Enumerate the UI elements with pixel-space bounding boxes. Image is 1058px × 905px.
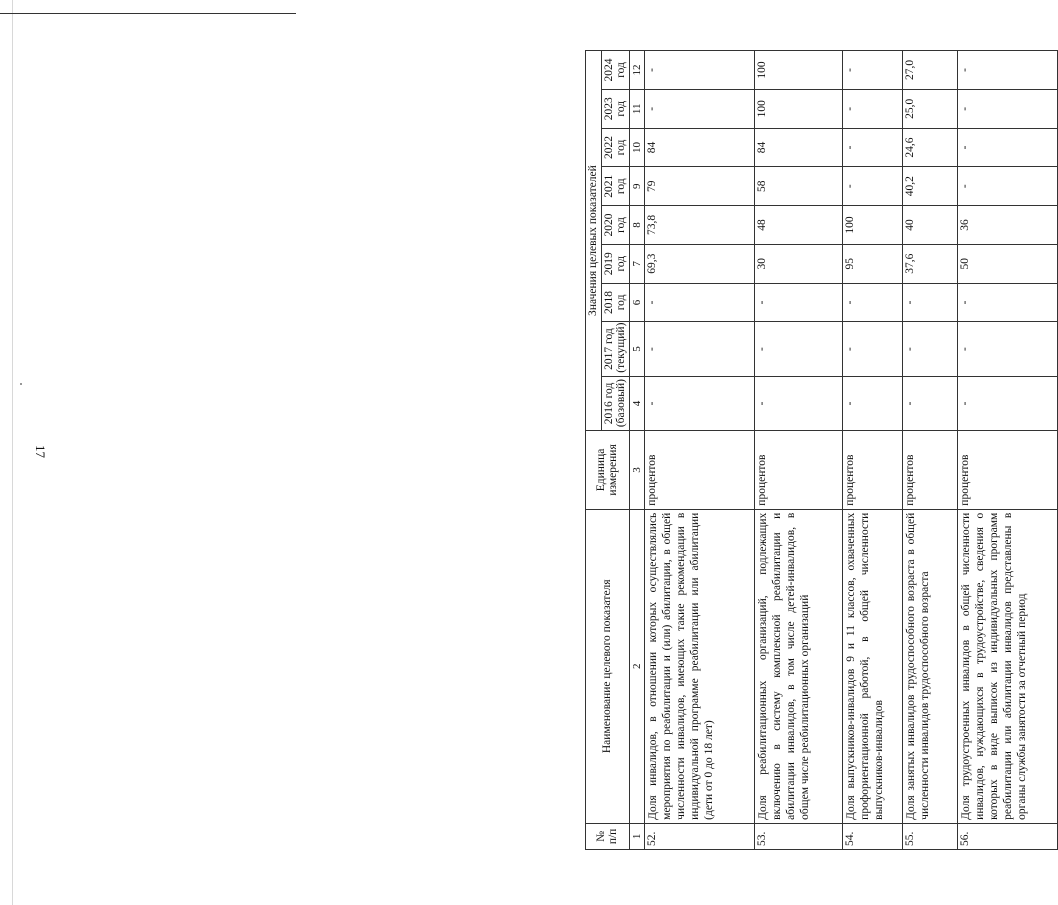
value-cell: - — [644, 283, 754, 322]
header-name: Наименование целевого показателя — [586, 509, 630, 823]
value-cell: - — [842, 322, 902, 376]
value-cell: 40,2 — [902, 167, 957, 206]
value-cell: - — [957, 89, 1057, 128]
scan-edge — [12, 0, 13, 905]
value-cell: - — [842, 128, 902, 167]
value-cell: 30 — [754, 244, 842, 283]
table-row — [842, 51, 902, 850]
value-cell: - — [644, 51, 754, 90]
value-cell: - — [842, 51, 902, 90]
value-cell: 95 — [842, 244, 902, 283]
header-year-2020: 2020 год — [601, 206, 629, 245]
indicator-name: Доля выпускников-инвалидов 9 и 11 классов, охваченных профориентационной работой, в общей численности выпускников-инвалидов — [842, 509, 902, 823]
value-cell: - — [957, 376, 1057, 430]
header-year-2019: 2019 год — [601, 244, 629, 283]
page-number: 17 — [33, 445, 48, 458]
value-cell: - — [957, 283, 1057, 322]
unit-cell: процентов — [644, 431, 754, 510]
unit-cell: процентов — [842, 431, 902, 510]
value-cell: 48 — [754, 206, 842, 245]
column-number: 3 — [629, 431, 644, 510]
header-unit: Единица измерения — [586, 431, 630, 510]
column-number: 11 — [629, 89, 644, 128]
value-cell: 84 — [754, 128, 842, 167]
column-number: 8 — [629, 206, 644, 245]
value-cell: - — [644, 376, 754, 430]
value-cell: - — [842, 167, 902, 206]
value-cell: - — [957, 322, 1057, 376]
header-year-2021: 2021 год — [601, 167, 629, 206]
unit-cell: процентов — [902, 431, 957, 510]
value-cell: 50 — [957, 244, 1057, 283]
value-cell: - — [957, 167, 1057, 206]
value-cell: 69,3 — [644, 244, 754, 283]
header-year-2023: 2023 год — [601, 89, 629, 128]
value-cell: - — [754, 283, 842, 322]
row-number: 56. — [957, 823, 1057, 849]
header-num: № п/п — [586, 823, 630, 849]
value-cell: 25,0 — [902, 89, 957, 128]
value-cell: 27,0 — [902, 51, 957, 90]
rotated-table-sheet — [585, 50, 1035, 850]
value-cell: 24,6 — [902, 128, 957, 167]
value-cell: - — [754, 322, 842, 376]
target-indicators-table — [585, 50, 1058, 850]
column-number: 4 — [629, 376, 644, 430]
value-cell: 73,8 — [644, 206, 754, 245]
value-cell: - — [644, 89, 754, 128]
header-row-1 — [586, 51, 602, 850]
table-row — [644, 51, 754, 850]
value-cell: - — [957, 51, 1057, 90]
header-year-2016: 2016 год (базовый) — [601, 376, 629, 430]
value-cell: - — [902, 376, 957, 430]
header-year-2022: 2022 год — [601, 128, 629, 167]
value-cell: 58 — [754, 167, 842, 206]
value-cell: - — [754, 376, 842, 430]
value-cell: 36 — [957, 206, 1057, 245]
indicator-name: Доля реабилитационных организаций, подлежащих включению в систему комплексной реабилитации и абилитации инвалидов, в том числе детей-инвалидов, в общем числе реабилитационных организаций — [754, 509, 842, 823]
value-cell: 37,6 — [902, 244, 957, 283]
value-cell: 40 — [902, 206, 957, 245]
value-cell: 100 — [842, 206, 902, 245]
value-cell: - — [644, 322, 754, 376]
table-row — [754, 51, 842, 850]
row-number: 52. — [644, 823, 754, 849]
indicator-name: Доля инвалидов, в отношении которых осуществлялись мероприятия по реабилитации и (или) абилитации, в общей численности инвалидов, имеющих такие рекомендации в индивидуальной программе реабилитации или абилитации (дети от 0 до 18 лет) — [644, 509, 754, 823]
row-number: 53. — [754, 823, 842, 849]
header-year-2017: 2017 год (текущий) — [601, 322, 629, 376]
column-number: 2 — [629, 509, 644, 823]
column-numbers-row — [629, 51, 644, 850]
indicator-name: Доля занятых инвалидов трудоспособного возраста в общей численности инвалидов трудоспособного возраста — [902, 509, 957, 823]
value-cell: - — [842, 283, 902, 322]
column-number: 5 — [629, 322, 644, 376]
unit-cell: процентов — [957, 431, 1057, 510]
indicator-name: Доля трудоустроенных инвалидов в общей численности инвалидов, нуждающихся в трудоустройстве, сведения о которых в виде выписок из индивидуальных программ реабилитации или абилитации инвалидов представлены в органы службы занятости за отчетный период — [957, 509, 1057, 823]
unit-cell: процентов — [754, 431, 842, 510]
scan-speck — [20, 383, 22, 385]
column-number: 6 — [629, 283, 644, 322]
header-year-2018: 2018 год — [601, 283, 629, 322]
column-number: 12 — [629, 51, 644, 90]
column-number: 9 — [629, 167, 644, 206]
scan-top-line — [0, 13, 296, 14]
header-year-2024: 2024 год — [601, 51, 629, 90]
value-cell: 79 — [644, 167, 754, 206]
header-values-group: Значения целевых показателей — [586, 51, 602, 431]
value-cell: 84 — [644, 128, 754, 167]
value-cell: - — [842, 376, 902, 430]
row-number: 55. — [902, 823, 957, 849]
value-cell: - — [902, 283, 957, 322]
row-number: 54. — [842, 823, 902, 849]
value-cell: 100 — [754, 89, 842, 128]
value-cell: - — [842, 89, 902, 128]
value-cell: 100 — [754, 51, 842, 90]
value-cell: - — [902, 322, 957, 376]
column-number: 10 — [629, 128, 644, 167]
table-row — [957, 51, 1057, 850]
column-number: 7 — [629, 244, 644, 283]
value-cell: - — [957, 128, 1057, 167]
column-number: 1 — [629, 823, 644, 849]
table-row — [902, 51, 957, 850]
